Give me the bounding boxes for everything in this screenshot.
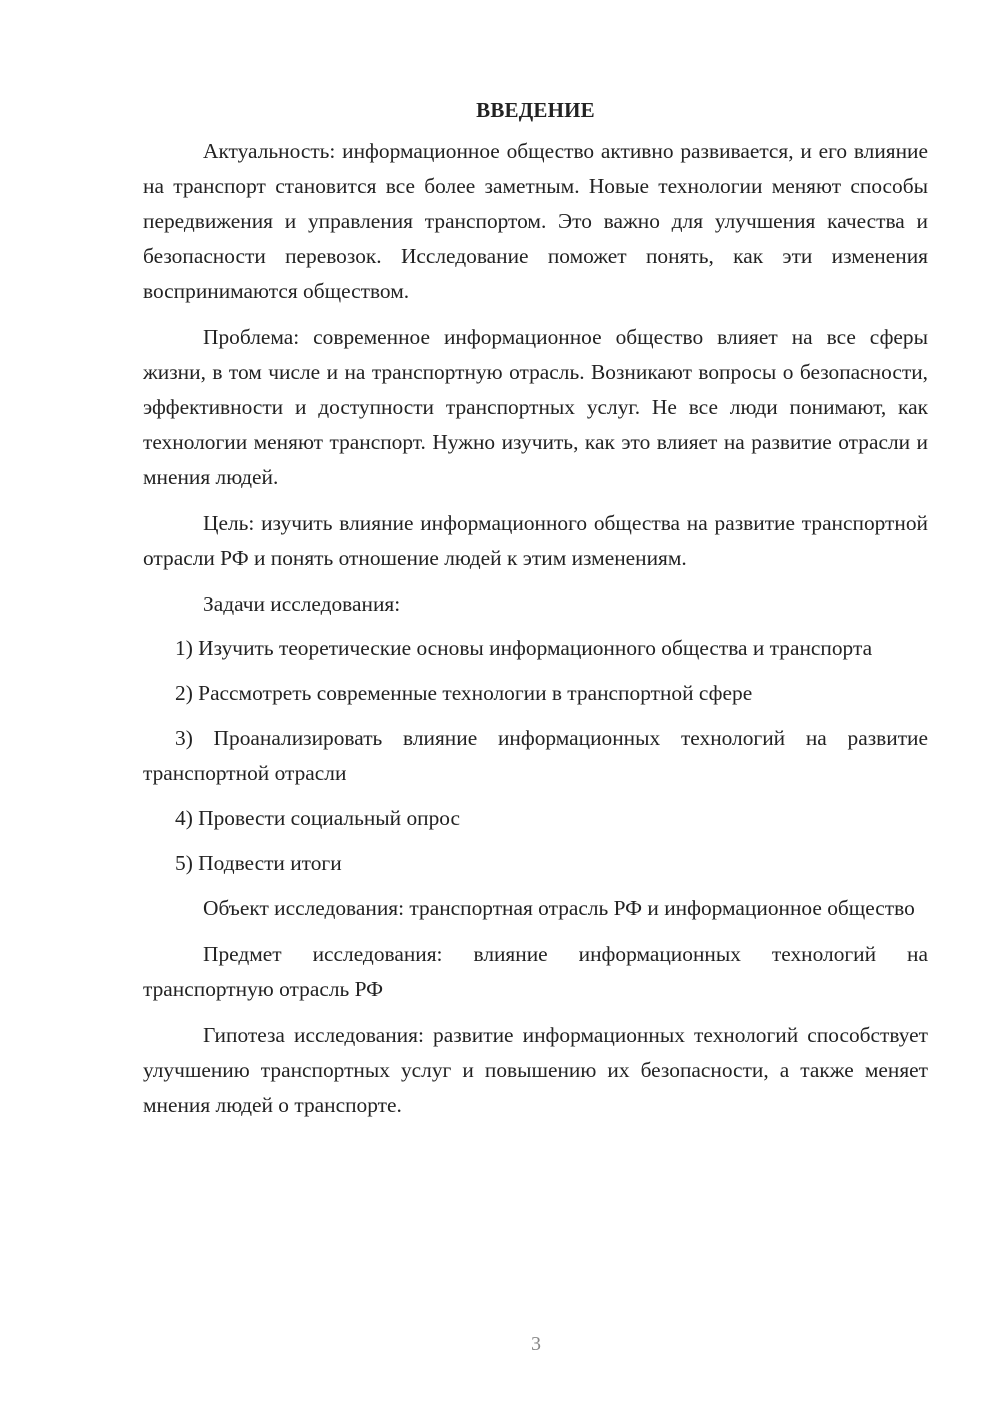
task-item-4: 4) Провести социальный опрос bbox=[175, 806, 461, 830]
relevance-paragraph: Актуальность: информационное общество активно развивается, и его влияние на транспорт становится все более заметным. Новые технологии меняют способы передвижения и управления транспортом. Это важно для улучшения качества и безопасности перевозок. Исследование поможет понять, как эти изменения воспринимаются обществом. bbox=[143, 139, 928, 303]
page-number: 3 bbox=[531, 1333, 541, 1355]
goal-paragraph: Цель: изучить влияние информационного общества на развитие транспортной отрасли РФ и понять отношение людей к этим изменениям. bbox=[143, 511, 928, 570]
subject-paragraph: Предмет исследования: влияние информационных технологий на транспортную отрасль РФ bbox=[143, 942, 928, 1001]
task-item-3: 3) Проанализировать влияние информационных технологий на развитие транспортной отрасли bbox=[143, 726, 928, 785]
section-heading: ВВЕДЕНИЕ bbox=[476, 98, 595, 122]
hypothesis-paragraph: Гипотеза исследования: развитие информационных технологий способствует улучшению транспортных услуг и повышению их безопасности, а также меняет мнения людей о транспорте. bbox=[143, 1023, 928, 1117]
task-item-5: 5) Подвести итоги bbox=[175, 851, 342, 875]
document-body bbox=[143, 95, 928, 1134]
task-item-2: 2) Рассмотреть современные технологии в транспортной сфере bbox=[175, 681, 753, 705]
problem-paragraph: Проблема: современное информационное общество влияет на все сферы жизни, в том числе и на транспортную отрасль. Возникают вопросы о безопасности, эффективности и доступности транспортных услуг. Не все люди понимают, как технологии меняют транспорт. Нужно изучить, как это влияет на развитие отрасли и мнения людей. bbox=[143, 325, 928, 489]
task-item-1: 1) Изучить теоретические основы информационного общества и транспорта bbox=[175, 636, 873, 660]
object-paragraph: Объект исследования: транспортная отрасль РФ и информационное общество bbox=[203, 896, 915, 920]
tasks-title: Задачи исследования: bbox=[203, 592, 401, 616]
